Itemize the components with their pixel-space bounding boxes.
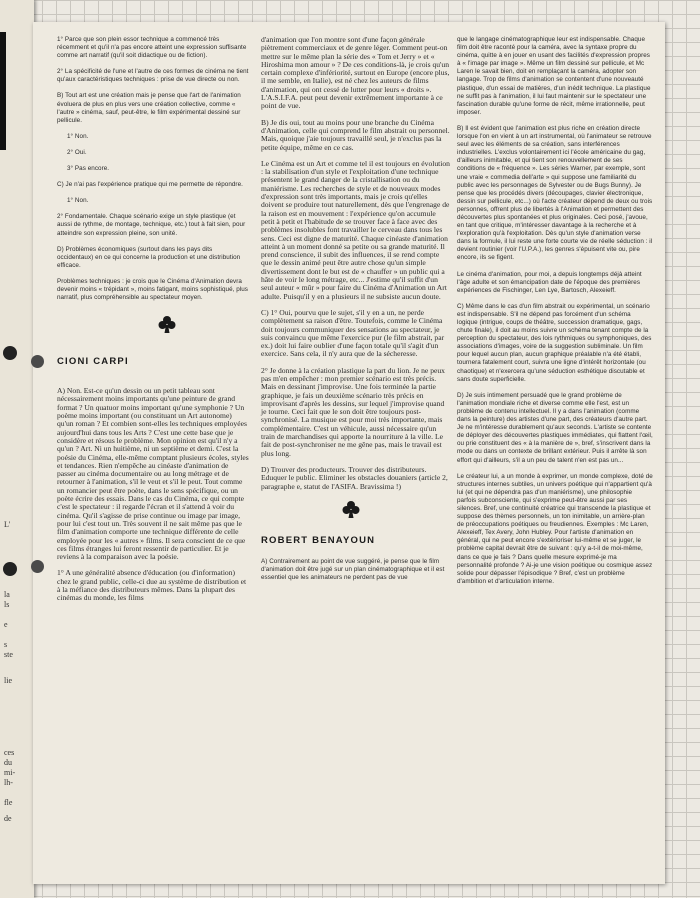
answer-paragraph: 1° Non.: [67, 132, 89, 140]
magazine-page: [33, 22, 665, 884]
answer-paragraph: 3° Pas encore.: [67, 165, 110, 173]
text-fragment: L': [4, 520, 11, 529]
answer-paragraph: D) Je suis intimement persuadé que le grand problème de l'animation mondiale riche et diverse comme elle l'est, est un problème de contenu intellectuel. Il y a dans l'animation (comme dans la peinture) des artistes d'une part, des créateurs d'autre part. Je ne m'intéresse durablement qu'aux seconds. L'artiste se contente de déployer des découvertes plastiques immédiates, qui flattent l'œil, ou prie constituent des « à la manière de », bref, s'inscrivent dans la mode ou dans un contexte de brillant extérieur. Puis il arrête là son effort qui d'ailleurs, s'il a un peu de talent n'en est pas un...: [457, 391, 653, 464]
essay-paragraph: 1° A une généralité absence d'éducation (ou d'information) chez le grand public, celle-ci due au système de distribution et à la méfiance des distributeurs mêmes. Dans la plupart des cinémas du monde, les films: [57, 568, 247, 603]
previous-page-edge: [0, 0, 34, 898]
essay-paragraph: D) Trouver des producteurs. Trouver des distributeurs. Eduquer le public. Eliminer les obstacles douaniers (article 2, paragraphe e, statut de l'ASIFA. Bravissima !): [261, 464, 448, 491]
club-ornament: [157, 314, 249, 334]
answer-paragraph: A) Contrairement au point de vue suggéré, je pense que le film d'animation doit être jugé sur un plan cinématographique et il est essentiel que les animateurs ne perdent pas de vue: [261, 557, 445, 582]
club-ornament-icon: [157, 314, 177, 334]
left-column: [57, 36, 249, 611]
text-fragment: lh-: [4, 778, 13, 787]
dark-image-fragment: [0, 32, 6, 150]
answer-paragraph: C) Je n'ai pas l'expérience pratique qui me permette de répondre.: [57, 181, 243, 189]
answer-paragraph: 1° Non.: [67, 197, 89, 205]
essay-paragraph: 2° Je donne à la création plastique la part du lion. Je ne peux pas m'en empêcher : mon premier scénario est très précis. Mais en dessinant j'improvise. Une fois terminée la partie graphique, je fais un deuxième scénario très précis en improvisant d'après les dessins, sur lequel j'improvise quand je tourne. Ceci fait que le son doit être toujours post-synchronisé. La musique est pour moi très importante, mais complémentaire. C'est un véhicule, aussi nécessaire qu'un train de marchandises qui apporte la nourriture à la ville. Le fait de post-synchroniser ne me gêne pas, mais le travail est plus long.: [261, 365, 445, 458]
text-fragment: de: [4, 814, 12, 823]
club-ornament: [341, 499, 451, 519]
answer-paragraph: que le langage cinématographique leur est indispensable. Chaque film doit être raconté pour la caméra, avec la syntaxe propre du cinéma, quitte à en jouer en usant des facilités d'expression propres à « l'image par image ». Même un film dessiné sur pellicule, et Mc Laren le savait bien, doit en remplaçant la caméra, adopter son langage. Trop de films d'animation se contentent d'une nouveauté plastique, d'un essai de matières, d'un inédit technique. La plastique ne suffit pas à l'animation, il lui faut maintenir sur le spectateur une fascination durable qu'une forme de récit, même irrationnelle, peut imposer.: [457, 36, 651, 116]
essay-paragraph: C) 1° Oui, pourvu que le sujet, s'il y en a un, ne perde complètement sa raison d'être. Toutefois, comme le Cinéma doit toujours communiquer des sensations au spectateur, je suis convaincu que même l'exercice pur (le film abstrait, par ex.) doit lui faire oublier d'une façon totale qu'il s'agit d'un exercice. Sans cela, il n'y aura que de la sécheresse.: [261, 307, 445, 359]
essay-paragraph: B) Je dis oui, tout au moins pour une branche du Cinéma d'Animation, celle qui comprend le film abstrait ou personnel. Mais, quoique j'aie toujours travaillé seul, je n'exclus pas la petite équipe, même en ce cas.: [261, 117, 450, 152]
club-ornament-icon: [341, 499, 361, 519]
answer-paragraph: 2° Oui.: [67, 148, 87, 156]
answer-paragraph: Le créateur lui, a un monde à exprimer, un monde complexe, doté de structures internes subtiles, un univers poétique qui n'appartient qu'à lui (et qui ne dépendra pas d'un maniérisme), une philosophie parfois subconsciente, qui s'exprime peut-être aussi par ses silences. Bref, une continuité créatrice qui transcende la plastique et suppose des thèmes personnels, un ton inimitable, un arrière-plan de préoccupations poétiques ou freudiennes. Exemples : Mc Laren, Alexeieff, Tex Avery, John Hubley. Pour l'artiste d'animation en général, qui ne peut encore s'extérioriser lui-même et se juger, le problème capital devrait être de suivant : qu'y a-t-il de moi-même, dans ce que je fais ? Dans quelle mesure exprimé-je ma personnalité profonde ? Ai-je une vision poétique ou cosmique assez solide pour dépasser l'épisodique ? Bref, c'est un problème d'ambition et d'articulation interne.: [457, 472, 653, 585]
text-fragment: lie: [4, 676, 12, 685]
essay-paragraph: A) Non. Est-ce qu'un dessin ou un petit tableau sont nécessairement moins importants qu'une peinture de grand format ? Un quatuor moins important qu'une symphonie ? Un poème moins important (ou constituant un Art autonome) qu'un roman ? Et combien sont-elles les techniques employées aujourd'hui dans tous les Arts ? C'est une cette base que je considère et résous le problème. Mon opinion est qu'il n'y a qu'un ? Art. Ni un huitième, ni un septième et demi. C'est la poésie du Cinéma, elle-même comptant plusieurs écoles, styles et tendances. Rien n'empêche au cinéaste d'animation de passer au cinéma documentaire ou au long métrage et de retourner à l'animation, s'il le veut et s'il le peut. Tout comme un romancier peut être poète, dans le sens spécifique, ou un poète écrire des essais. Dans le cas du Cinéma, ce qui compte c'est le spectateur : il regarde l'écran et il s'attend à voir du cinéma. Qu'il s'agisse de prise continue ou image par image, pour lui c'est tout un. Très souvent il ne sait même pas que le film d'animation comporte une technique différente de celle employée pour les « autres » films. Il sera conscient de ce que ces films étranges lui feront ressentir de particulier. Et je reviens à la comparaison avec la poésie.: [57, 386, 249, 562]
answer-paragraph: 2° La spécificité de l'une et l'autre de ces formes de cinéma ne tient qu'aux caractéristiques techniques : prise de vue directe ou non.: [57, 68, 249, 84]
text-fragment: ste: [4, 650, 13, 659]
text-fragment: du: [4, 758, 12, 767]
author-heading: CIONI CARPI: [57, 356, 129, 368]
punch-hole: [3, 346, 17, 360]
answer-paragraph: Problèmes techniques : je crois que le Cinéma d'Animation devra devenir moins « trépidant », moins fatigant, moins sophistiqué, plus narratif, plus compréhensible au spectateur moyen.: [57, 277, 249, 302]
answer-paragraph: D) Problèmes économiques (surtout dans les pays dits occidentaux) en ce qui concerne la production et une distribution efficace.: [57, 245, 241, 269]
answer-paragraph: B) Il est évident que l'animation est plus riche en création directe lorsque l'on en vient à un art instrumental, où l'animateur se retrouve seul avec les éléments de sa création, sans interférences industrielles. L'exclus volontairement ici l'école américaine du gag, d'ailleurs inimitable, et qui tient son renouvellement de ses conditions de « fréquence ». Les séries Warner, par exemple, sont une vraie « commedia dell'arte » qui suppose une familiarité du public avec les personnages de Sylvester ou de Bugs Bunny). Je pense que les procédés divers (découpages, clavier électronique, dessin sur pellicule, etc...) où l'acte créateur dépend de deux ou trois personnes, offrent plus de libertés à l'Animation et permettent des découvertes plus spontanées et plus originales. Ceci posé, j'avoue, en tant que critique, m'intéresser davantage à la recherche et à l'exploration qu'à l'exploitation. Dès qu'un style d'animation verse dans la formule, il lui reste une forte courte vie de réelle séduction : il devient routinier (voir l'U.P.A.), les genres s'épuisent vite ou, pire encore, ils se figent.: [457, 124, 653, 262]
middle-column: [261, 36, 451, 590]
answer-paragraph: 1° Parce que son plein essor technique a commencé très récemment et qu'il n'a pas encore atteint une expression suffisante comme art narratif (qu'il soit didactique ou de fiction).: [57, 36, 247, 60]
text-fragment: ls: [4, 600, 10, 609]
answer-paragraph: Le cinéma d'animation, pour moi, a depuis longtemps déjà atteint l'âge adulte et son émancipation date de l'époque des premières expériences de Fischinger, Len Lye, Bartosch, Alexeieff.: [457, 270, 642, 294]
punch-hole: [31, 355, 44, 368]
text-fragment: ces: [4, 748, 15, 757]
answer-paragraph: C) Même dans le cas d'un film abstrait ou expérimental, un scénario est indispensable. S'il ne dépend pas forcément d'un schéma logique (intrigue, coups de théâtre, succession dramatique, gags, chute finale), il doit au moins suivre un schéma tenant compte de la perception du spectateur, des lois rythmiques ou symphoniques, des associations d'images, voire de la suggestion subliminale. Un film pour lequel aucun plan, aucun graphique préalable n'a été établi, tournera fatalement court, suivra une ligne d'intérêt horizontale (ou chaotique) et n'exercera qu'une séduction esthétique discutable et sans doute superficielle.: [457, 302, 652, 383]
punch-hole: [31, 560, 44, 573]
essay-paragraph: d'animation que l'on montre sont d'une façon générale piètrement commerciaux et de genre léger. Comment peut-on mettre sur le même plan la série des « Tom et Jerry » et « Hiroshima mon amour » ? De ces conditions-là, je crois qu'un certain complexe d'infériorité, surtout en Europe (encore plus, il me semble, en Italie), est né chez les auteurs de films d'animation, qui ont cessé de lutter pour leurs « droits ». L'A.S.I.F.A. peut peut devenir extrêmement importante à ce point de vue.: [261, 35, 450, 111]
text-fragment: la: [4, 590, 10, 599]
text-fragment: e: [4, 620, 8, 629]
essay-paragraph: Le Cinéma est un Art et comme tel il est toujours en évolution : la stabilisation d'un style et l'exploitation d'une technique présentent le grand danger de la cristallisation ou du maniérisme. Les recherches de style et de nouveaux modes d'expression sont très importants, mais je crois qu'elles doivent se produire tout naturellement, dès que l'engrenage de la raison est en mouvement : l'expérience qu'on accumule petit à petit et l'habitude de se trouver face à face avec des problèmes insolubles font travailler le cerveau dans tous les sens. Ceci est digne de maturité. Chaque cinéaste d'animation atteint à un moment donné sa petite ou sa grande maturité. Il prend conscience, il subit des influences, il se rend compte que le dessin animé peut être autre chose qu'un simple divertissement dont le but est de « chauffer » un public qui a hâte de voir le long métrage, etc... J'estime qu'il suffit d'un seul auteur « mûr » pour faire du Cinéma d'Animation un Art adulte. Puisqu'il y en a plusieurs il ne subsiste aucun doute.: [261, 158, 450, 301]
text-fragment: mi-: [4, 768, 16, 777]
answer-paragraph: 2° Fondamentale. Chaque scénario exige un style plastique (et aussi de rythme, de montage, technique, etc.) tout à fait sien, pour atteindre son expression pleine, son unité.: [57, 213, 246, 237]
punch-hole: [3, 562, 17, 576]
author-heading: ROBERT BENAYOUN: [261, 534, 376, 546]
answer-paragraph: B) Tout art est une création mais je pense que l'art de l'animation évoluera de plus en plus vers une création collective, comme « l'autre » cinéma, sauf, peut-être, le film expérimental dessiné sur pellicule.: [57, 92, 241, 124]
right-column: [457, 36, 653, 594]
text-fragment: s: [4, 640, 8, 649]
text-fragment: fle: [4, 798, 13, 807]
